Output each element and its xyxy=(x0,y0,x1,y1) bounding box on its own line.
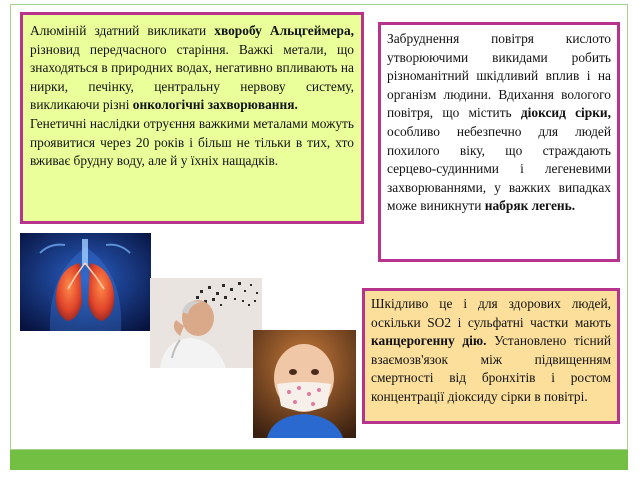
bold-carcinogenic: канцерогенну дію. xyxy=(371,333,487,349)
text-run: Установлено тісний взаємозв'язок між підвищенням смертності від бронхітів і ростом концентрації діоксиду сірки в повітрі. xyxy=(371,333,611,404)
dementia-man-image xyxy=(150,278,262,368)
text-run: різновид передчасного старіння. Важкі метали, що знаходяться в природних водах, негативно впливають на нирки, печінку, центральну нервову систему, викликаючи різні xyxy=(30,41,354,113)
child-mask-image xyxy=(253,330,356,438)
lungs-image xyxy=(20,233,151,331)
bold-pulmonary-edema: набряк легень. xyxy=(484,198,576,214)
bold-oncological: онкологічні захворювання. xyxy=(132,97,298,113)
text-run: Забруднення повітря кислото утворюючими викидами робить різноманітний шкідливий вплив і на організм людини. Вдихання вологого повітря, що містить xyxy=(387,31,611,121)
bold-sulfur-dioxide: діоксид сірки, xyxy=(520,105,611,121)
heavy-metals-textbox xyxy=(20,12,364,224)
bold-alzheimers: хворобу Альцгеймера, xyxy=(214,23,355,38)
air-pollution-textbox xyxy=(378,22,620,262)
bottom-bar xyxy=(10,450,628,470)
carcinogenic-paragraph xyxy=(371,295,611,407)
text-run: Шкідливо це і для здорових людей, оскільки SO2 і сульфатні частки мають xyxy=(371,296,611,330)
air-pollution-paragraph xyxy=(387,30,611,216)
text-run: особливо небезпечно для людей похилого віку, що страждають серцево-судинними і легеневими захворюваннями, у важких випадках може виникнути xyxy=(387,123,611,214)
genetic-consequences-paragraph: Генетичні наслідки отруєння важкими металами можуть проявитися через 20 років і більш не тільки в тих, хто вживає брудну воду, але й у їхніх нащадків. xyxy=(30,115,354,169)
text-run: Алюміній здатний викликати xyxy=(30,23,215,38)
heavy-metals-paragraph xyxy=(30,22,354,115)
carcinogenic-textbox xyxy=(362,288,620,424)
